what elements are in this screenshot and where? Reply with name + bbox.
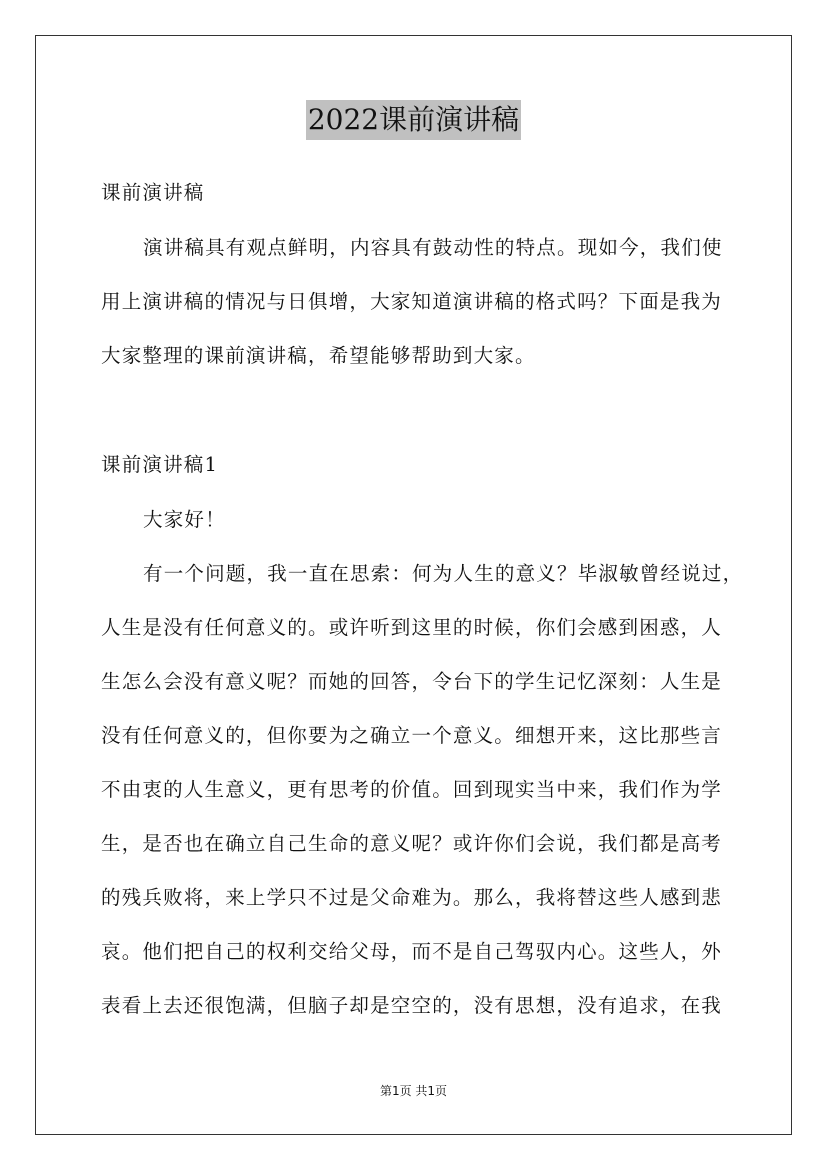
document-subtitle: 课前演讲稿 [101,181,205,204]
body-line: 不由衷的人生意义，更有思考的价值。回到现实当中来，我们作为学 [101,778,723,801]
page-number-footer: 第1页 共1页 [379,1084,448,1098]
body-line: 生，是否也在确立自己生命的意义呢？或许你们会说，我们都是高考 [101,832,723,855]
body-line: 人生是没有任何意义的。或许听到这里的时候，你们会感到困惑，人 [101,616,723,639]
intro-line: 演讲稿具有观点鲜明，内容具有鼓动性的特点。现如今，我们使 [143,236,723,259]
body-line: 哀。他们把自己的权利交给父母，而不是自己驾驭内心。这些人，外 [101,940,723,963]
greeting: 大家好！ [143,508,226,531]
body-line: 的残兵败将，来上学只不过是父命难为。那么，我将替这些人感到悲 [101,886,723,909]
body-line: 没有任何意义的，但你要为之确立一个意义。细想开来，这比那些言 [101,724,723,747]
body-line: 表看上去还很饱满，但脑子却是空空的，没有思想，没有追求，在我 [101,994,723,1017]
document-title: 2022课前演讲稿 [306,100,521,140]
intro-line: 大家整理的课前演讲稿，希望能够帮助到大家。 [101,344,536,367]
intro-line: 用上演讲稿的情况与日俱增，大家知道演讲稿的格式吗？下面是我为 [101,290,723,313]
document-title-wrapper [0,100,827,140]
body-line: 有一个问题，我一直在思索：何为人生的意义？毕淑敏曾经说过， [143,562,744,585]
body-line: 生怎么会没有意义呢？而她的回答，令台下的学生记忆深刻：人生是 [101,670,723,693]
section-heading: 课前演讲稿1 [101,453,219,476]
